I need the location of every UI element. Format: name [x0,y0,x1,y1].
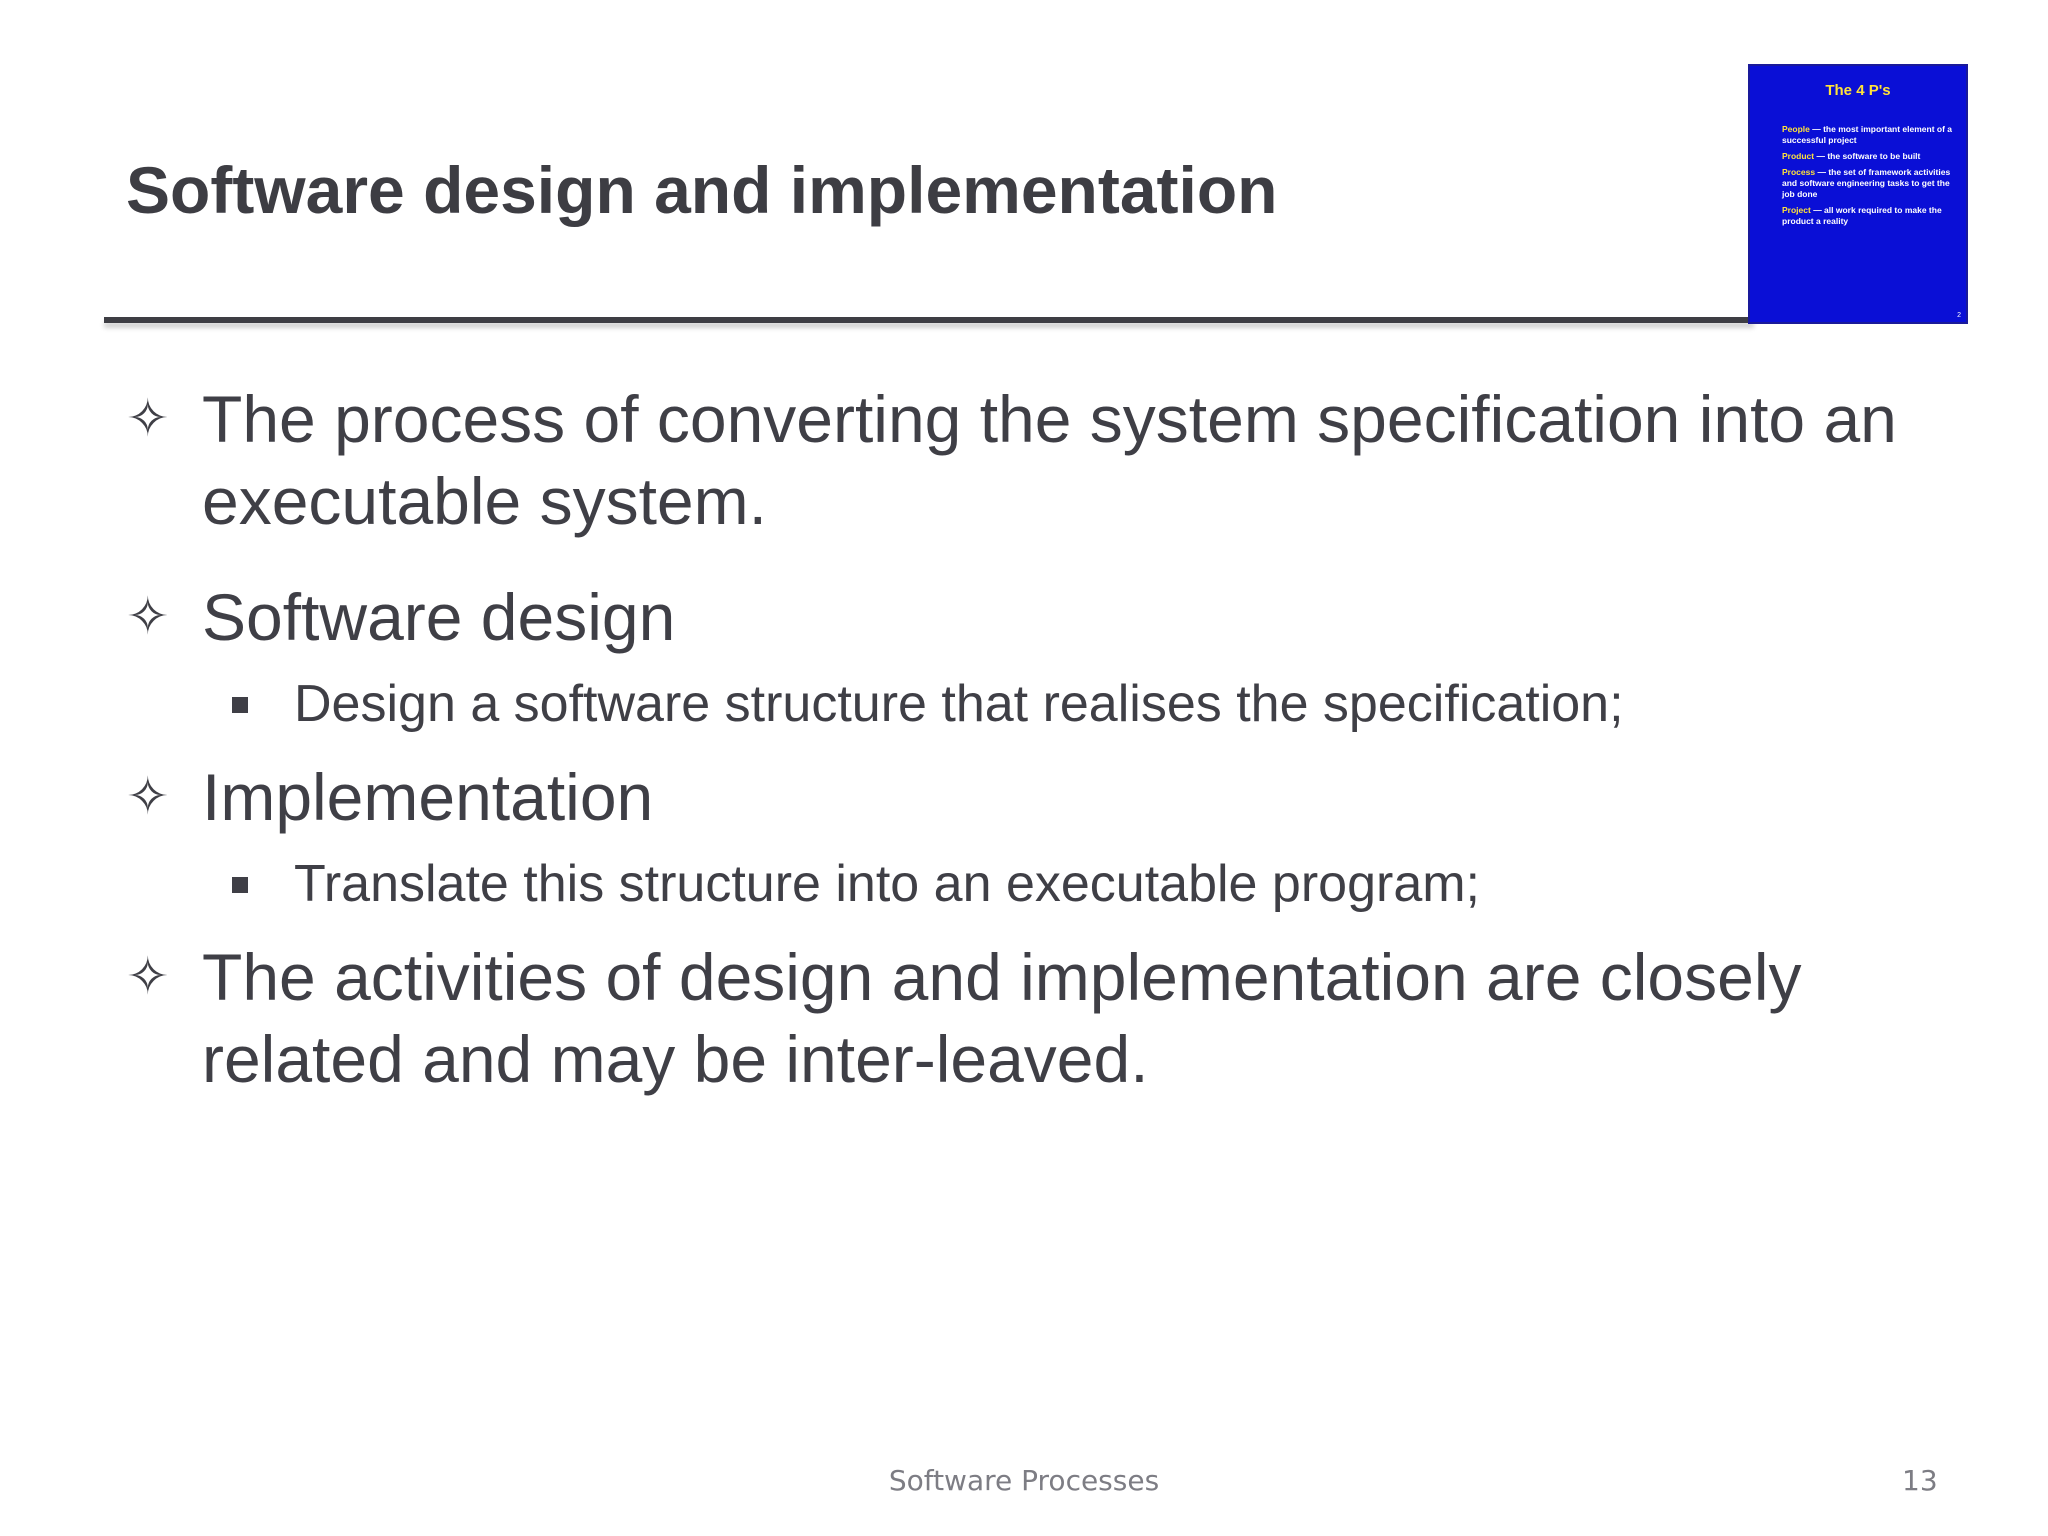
sub-bullet-item [126,670,1926,738]
bullet-item [126,936,1926,1100]
thumbnail-item-text: — the most important element of a successful project [1782,124,1953,145]
thumbnail-item [1782,124,1960,146]
thumbnail-item-key: Process [1782,167,1816,177]
bullet-text: The activities of design and implementation are closely related and may be inter-leaved. [202,940,1802,1096]
bullet-text: The process of converting the system specification into an executable system. [202,382,1897,538]
thumbnail-item-text: — the set of framework activities and software engineering tasks to get the job done [1782,167,1951,199]
four-point-star-icon: ✧ [126,587,170,647]
sub-bullet-text: Translate this structure into an executable program; [294,855,1480,913]
bullet-item [126,378,1926,542]
four-point-star-icon: ✧ [126,767,170,827]
footer-page-number: 13 [1902,1464,1938,1497]
bullet-item [126,756,1926,838]
square-bullet-icon [232,877,248,893]
bullet-item [126,576,1926,658]
thumbnail-item-text: — the software to be built [1814,151,1921,161]
thumbnail-list [1782,124,1960,232]
thumbnail-page-number: 2 [1957,312,1961,319]
title-divider [104,317,1754,323]
thumbnail-item [1782,205,1960,227]
thumbnail-item-key: Product [1782,151,1815,161]
four-point-star-icon: ✧ [126,947,170,1007]
square-bullet-icon [232,697,248,713]
footer-title: Software Processes [888,1464,1160,1497]
bullet-text: Software design [202,580,676,654]
thumbnail-item [1782,167,1960,200]
thumbnail-item-key: Project [1782,205,1811,215]
thumbnail-title: The 4 P's [1825,82,1891,99]
thumbnail-image [1748,64,1968,324]
sub-bullet-item [126,850,1926,918]
thumbnail-item [1782,151,1960,162]
bullet-text: Implementation [202,760,654,834]
four-point-star-icon: ✧ [126,389,170,449]
sub-bullet-text: Design a software structure that realises the specification; [294,675,1624,733]
thumbnail-item-key: People [1782,124,1810,134]
thumbnail-item-text: — all work required to make the product a reality [1782,205,1942,226]
slide-title: Software design and implementation [126,153,1278,227]
bullet-list [126,378,1926,1100]
